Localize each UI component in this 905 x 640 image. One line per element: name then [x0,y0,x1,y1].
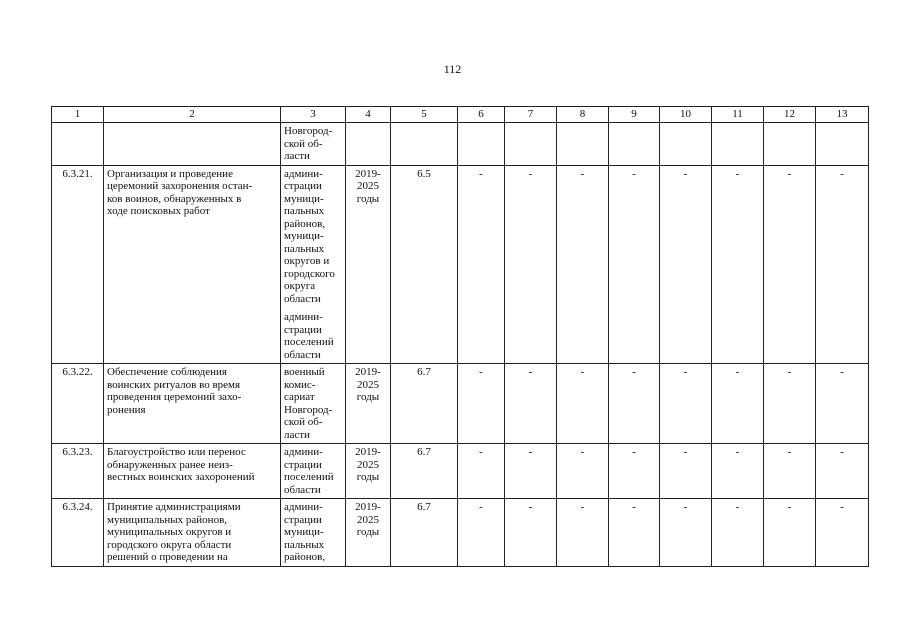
column-header: 3 [281,107,346,123]
column-header: 9 [609,107,660,123]
column-header: 7 [505,107,557,123]
executor-cell: Новгород- ской об- ласти [281,123,346,166]
value-cell: - [609,499,660,567]
executor-text: админи- страции поселений области [284,311,334,361]
item-name: Организация и проведение церемоний захоронения остан- ков воинов, обнаруженных в ходе поисковых работ [104,165,281,364]
table-row [52,499,869,567]
value-cell: - [557,444,609,499]
item-number: 6.3.21. [52,165,104,364]
value-cell: - [712,444,764,499]
term-cell: 2019- 2025 годы [346,165,391,364]
item-name: Принятие администрациями муниципальных районов, муниципальных округов и городского округа области решений о проведении на [104,499,281,567]
value-cell: - [505,165,557,364]
indicator-cell: 6.7 [391,444,458,499]
indicator-cell: 6.7 [391,364,458,444]
indicator-cell: 6.5 [391,165,458,364]
value-cell: - [764,165,816,364]
value-cell: - [505,499,557,567]
indicator-cell: 6.7 [391,499,458,567]
value-cell: - [660,444,712,499]
executor-cell: военный комис- сариат Новгород- ской об- ласти [281,364,346,444]
value-cell: - [505,444,557,499]
value-cell: - [816,165,869,364]
value-cell: - [609,364,660,444]
executor-cell: админи- страции муници- пальных районов, [281,499,346,567]
table-row [52,364,869,444]
value-cell: - [458,444,505,499]
value-cell: - [660,165,712,364]
column-header: 8 [557,107,609,123]
item-number: 6.3.23. [52,444,104,499]
column-header: 12 [764,107,816,123]
value-cell: - [712,364,764,444]
column-header: 2 [104,107,281,123]
executor-text: админи- страции муници- пальных районов, муници- пальных округов и городского округа области [284,167,335,305]
table-row [52,165,869,364]
value-cell: - [764,499,816,567]
column-header: 10 [660,107,712,123]
value-cell: - [816,364,869,444]
continuation-row [52,123,869,166]
value-cell: - [764,444,816,499]
term-cell: 2019- 2025 годы [346,499,391,567]
item-name: Обеспечение соблюдения воинских ритуалов во время проведения церемоний захо- ронения [104,364,281,444]
executor-cell: админи- страции поселений области [281,444,346,499]
value-cell: - [458,499,505,567]
page-number: 112 [443,62,462,76]
value-cell: - [609,165,660,364]
term-cell: 2019- 2025 годы [346,364,391,444]
column-header: 4 [346,107,391,123]
executor-cell [281,165,346,364]
value-cell: - [458,364,505,444]
column-header: 6 [458,107,505,123]
item-number: 6.3.24. [52,499,104,567]
program-table [51,106,869,567]
value-cell: - [816,444,869,499]
column-header: 5 [391,107,458,123]
column-header: 11 [712,107,764,123]
value-cell: - [557,499,609,567]
item-name: Благоустройство или перенос обнаруженных ранее неиз- вестных воинских захоронений [104,444,281,499]
term-cell: 2019- 2025 годы [346,444,391,499]
value-cell: - [712,499,764,567]
value-cell: - [557,364,609,444]
column-header: 13 [816,107,869,123]
table-row [52,444,869,499]
value-cell: - [660,499,712,567]
value-cell: - [557,165,609,364]
item-number: 6.3.22. [52,364,104,444]
header-row [52,107,869,123]
column-header: 1 [52,107,104,123]
value-cell: - [712,165,764,364]
value-cell: - [505,364,557,444]
value-cell: - [816,499,869,567]
value-cell: - [458,165,505,364]
value-cell: - [764,364,816,444]
value-cell: - [609,444,660,499]
value-cell: - [660,364,712,444]
